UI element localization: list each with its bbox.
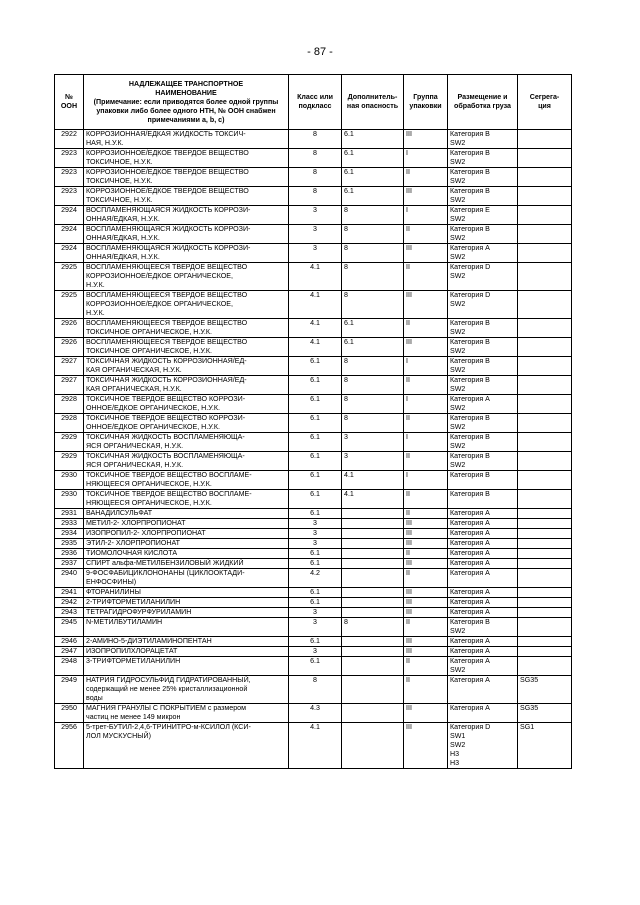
cell-un-number: 2942 (55, 598, 84, 608)
cell-packing-group: III (404, 539, 448, 549)
table-row (55, 433, 572, 452)
cell-un-number: 2925 (55, 291, 84, 319)
cell-class: 3 (289, 608, 342, 618)
cell-subsidiary-risk: 3 (342, 433, 404, 452)
cell-class: 6.1 (289, 509, 342, 519)
cell-un-number: 2924 (55, 225, 84, 244)
cell-segregation (518, 225, 572, 244)
cell-shipping-name: НАТРИЯ ГИДРОСУЛЬФИД ГИДРАТИРОВАННЫЙ, содержащий не менее 25% кристаллизационной воды (84, 676, 289, 704)
table-row (55, 225, 572, 244)
cell-un-number: 2936 (55, 549, 84, 559)
cell-un-number: 2933 (55, 519, 84, 529)
cell-class: 6.1 (289, 414, 342, 433)
cell-subsidiary-risk (342, 704, 404, 723)
cell-packing-group: I (404, 206, 448, 225)
cell-packing-group: III (404, 704, 448, 723)
cell-segregation (518, 291, 572, 319)
cell-packing-group: II (404, 168, 448, 187)
cell-stowage: Категория B SW2 (448, 338, 518, 357)
table-row (55, 395, 572, 414)
table-row (55, 637, 572, 647)
cell-segregation: SG35 (518, 676, 572, 704)
table-row (55, 608, 572, 618)
cell-stowage: Категория B SW2 (448, 149, 518, 168)
cell-subsidiary-risk: 4.1 (342, 471, 404, 490)
cell-subsidiary-risk: 8 (342, 244, 404, 263)
cell-un-number: 2940 (55, 569, 84, 588)
cell-subsidiary-risk: 8 (342, 376, 404, 395)
cell-subsidiary-risk (342, 676, 404, 704)
cell-segregation (518, 414, 572, 433)
cell-shipping-name: СПИРТ альфа-МЕТИЛБЕНЗИЛОВЫЙ ЖИДКИЙ (84, 559, 289, 569)
cell-class: 3 (289, 618, 342, 637)
cell-class: 6.1 (289, 637, 342, 647)
cell-shipping-name: ТЕТРАГИДРОФУРФУРИЛАМИН (84, 608, 289, 618)
cell-segregation (518, 471, 572, 490)
cell-segregation (518, 598, 572, 608)
cell-class: 4.1 (289, 319, 342, 338)
cell-subsidiary-risk (342, 608, 404, 618)
table-row (55, 319, 572, 338)
cell-packing-group: III (404, 244, 448, 263)
cell-stowage: Категория B SW2 (448, 319, 518, 338)
cell-packing-group: II (404, 569, 448, 588)
table-row (55, 723, 572, 769)
cell-class: 4.2 (289, 569, 342, 588)
cell-packing-group: I (404, 471, 448, 490)
cell-stowage: Категория B SW2 (448, 357, 518, 376)
cell-segregation: SG35 (518, 704, 572, 723)
cell-packing-group: I (404, 433, 448, 452)
cell-shipping-name: ВОСПЛАМЕНЯЮЩАЯСЯ ЖИДКОСТЬ КОРРОЗИ- ОННАЯ/ЕДКАЯ, Н.У.К. (84, 206, 289, 225)
cell-un-number: 2926 (55, 338, 84, 357)
cell-shipping-name: ТОКСИЧНАЯ ЖИДКОСТЬ КОРРОЗИОННАЯ/ЕД- КАЯ ОРГАНИЧЕСКАЯ, Н.У.К. (84, 376, 289, 395)
cell-subsidiary-risk (342, 569, 404, 588)
cell-packing-group: II (404, 509, 448, 519)
cell-subsidiary-risk: 8 (342, 291, 404, 319)
cell-packing-group: III (404, 529, 448, 539)
table-row (55, 187, 572, 206)
cell-packing-group: III (404, 588, 448, 598)
cell-segregation (518, 539, 572, 549)
cell-subsidiary-risk: 4.1 (342, 490, 404, 509)
cell-subsidiary-risk (342, 519, 404, 529)
header-shipping-name: НАДЛЕЖАЩЕЕ ТРАНСПОРТНОЕ НАИМЕНОВАНИЕ (Примечание: если приводятся более одной группы упаковки либо более одного НТН, № ООН снабжен примечаниями a, b, c) (84, 75, 289, 130)
cell-segregation (518, 549, 572, 559)
table-row (55, 244, 572, 263)
cell-class: 6.1 (289, 452, 342, 471)
header-subsidiary-risk: Дополнитель- ная опасность (342, 75, 404, 130)
cell-shipping-name: 5-трет-БУТИЛ-2,4,6-ТРИНИТРО-м-КСИЛОЛ (КСИ- ЛОЛ МУСКУСНЫЙ) (84, 723, 289, 769)
cell-segregation (518, 433, 572, 452)
cell-stowage: Категория A SW2 (448, 657, 518, 676)
cell-un-number: 2949 (55, 676, 84, 704)
cell-stowage: Категория B (448, 471, 518, 490)
header-packing-group: Группа упаковки (404, 75, 448, 130)
cell-packing-group: III (404, 187, 448, 206)
cell-un-number: 2948 (55, 657, 84, 676)
cell-class: 4.1 (289, 723, 342, 769)
cell-stowage: Категория D SW1 SW2 H3 H3 (448, 723, 518, 769)
cell-subsidiary-risk: 6.1 (342, 168, 404, 187)
page-number: - 87 - (307, 46, 333, 58)
cell-segregation (518, 357, 572, 376)
header-class: Класс или подкласс (289, 75, 342, 130)
cell-packing-group: II (404, 676, 448, 704)
cell-class: 4.3 (289, 704, 342, 723)
cell-un-number: 2943 (55, 608, 84, 618)
cell-subsidiary-risk: 6.1 (342, 338, 404, 357)
table-row (55, 569, 572, 588)
cell-subsidiary-risk (342, 657, 404, 676)
table-row (55, 263, 572, 291)
cell-un-number: 2927 (55, 376, 84, 395)
cell-subsidiary-risk (342, 723, 404, 769)
header-stowage: Размещение и обработка груза (448, 75, 518, 130)
cell-segregation (518, 338, 572, 357)
cell-segregation (518, 588, 572, 598)
cell-shipping-name: ЭТИЛ-2- ХЛОРПРОПИОНАТ (84, 539, 289, 549)
cell-shipping-name: ИЗОПРОПИЛ-2- ХЛОРПРОПИОНАТ (84, 529, 289, 539)
cell-stowage: Категория B SW2 (448, 130, 518, 149)
cell-class: 3 (289, 539, 342, 549)
cell-stowage: Категория B SW2 (448, 452, 518, 471)
cell-packing-group: II (404, 414, 448, 433)
cell-stowage: Категория A SW2 (448, 244, 518, 263)
cell-subsidiary-risk (342, 559, 404, 569)
cell-un-number: 2923 (55, 168, 84, 187)
table-row (55, 452, 572, 471)
cell-packing-group: I (404, 357, 448, 376)
cell-class: 8 (289, 168, 342, 187)
cell-class: 6.1 (289, 598, 342, 608)
cell-packing-group: II (404, 263, 448, 291)
table-body (55, 130, 572, 769)
cell-stowage: Категория A (448, 529, 518, 539)
cell-shipping-name: ТИОМОЛОЧНАЯ КИСЛОТА (84, 549, 289, 559)
table-row (55, 704, 572, 723)
cell-segregation (518, 647, 572, 657)
cell-class: 4.1 (289, 291, 342, 319)
cell-shipping-name: ТОКСИЧНАЯ ЖИДКОСТЬ КОРРОЗИОННАЯ/ЕД- КАЯ ОРГАНИЧЕСКАЯ, Н.У.К. (84, 357, 289, 376)
cell-stowage: Категория B SW2 (448, 376, 518, 395)
cell-subsidiary-risk: 8 (342, 357, 404, 376)
cell-subsidiary-risk (342, 509, 404, 519)
table-row (55, 357, 572, 376)
cell-stowage: Категория B SW2 (448, 618, 518, 637)
cell-segregation (518, 657, 572, 676)
cell-class: 4.1 (289, 338, 342, 357)
cell-stowage: Категория A (448, 637, 518, 647)
cell-class: 6.1 (289, 395, 342, 414)
cell-segregation (518, 168, 572, 187)
cell-subsidiary-risk (342, 539, 404, 549)
cell-packing-group: I (404, 395, 448, 414)
cell-un-number: 2925 (55, 263, 84, 291)
cell-shipping-name: ВОСПЛАМЕНЯЮЩЕЕСЯ ТВЕРДОЕ ВЕЩЕСТВО ТОКСИЧНОЕ ОРГАНИЧЕСКОЕ, Н.У.К. (84, 319, 289, 338)
cell-subsidiary-risk: 8 (342, 618, 404, 637)
cell-un-number: 2930 (55, 471, 84, 490)
table-row (55, 519, 572, 529)
table-row (55, 130, 572, 149)
cell-un-number: 2935 (55, 539, 84, 549)
table-row (55, 471, 572, 490)
cell-stowage: Категория B SW2 (448, 187, 518, 206)
cell-stowage: Категория A SW2 (448, 395, 518, 414)
cell-packing-group: III (404, 723, 448, 769)
cell-stowage: Категория A (448, 676, 518, 704)
cell-stowage: Категория A (448, 509, 518, 519)
cell-class: 6.1 (289, 433, 342, 452)
cell-subsidiary-risk: 6.1 (342, 149, 404, 168)
cell-segregation (518, 608, 572, 618)
cell-packing-group: III (404, 519, 448, 529)
cell-segregation (518, 395, 572, 414)
cell-packing-group: III (404, 598, 448, 608)
cell-packing-group: II (404, 225, 448, 244)
table-row (55, 539, 572, 549)
cell-shipping-name: ВАНАДИЛСУЛЬФАТ (84, 509, 289, 519)
cell-stowage: Категория B SW2 (448, 414, 518, 433)
cell-shipping-name: ФТОРАНИЛИНЫ (84, 588, 289, 598)
cell-segregation (518, 130, 572, 149)
cell-un-number: 2929 (55, 433, 84, 452)
cell-un-number: 2922 (55, 130, 84, 149)
cell-segregation (518, 452, 572, 471)
cell-shipping-name: ТОКСИЧНАЯ ЖИДКОСТЬ ВОСПЛАМЕНЯЮЩА- ЯСЯ ОРГАНИЧЕСКАЯ, Н.У.К. (84, 452, 289, 471)
cell-shipping-name: МАГНИЯ ГРАНУЛЫ С ПОКРЫТИЕМ с размером частиц не менее 149 микрон (84, 704, 289, 723)
cell-stowage: Категория A (448, 704, 518, 723)
cell-packing-group: II (404, 452, 448, 471)
table-row (55, 529, 572, 539)
cell-subsidiary-risk (342, 588, 404, 598)
cell-un-number: 2956 (55, 723, 84, 769)
table-row (55, 206, 572, 225)
cell-un-number: 2937 (55, 559, 84, 569)
cell-packing-group: III (404, 637, 448, 647)
cell-segregation (518, 206, 572, 225)
cell-segregation (518, 244, 572, 263)
cell-segregation (518, 519, 572, 529)
cell-shipping-name: КОРРОЗИОННОЕ/ЕДКОЕ ТВЕРДОЕ ВЕЩЕСТВО ТОКСИЧНОЕ, Н.У.К. (84, 187, 289, 206)
cell-subsidiary-risk (342, 637, 404, 647)
cell-packing-group: I (404, 149, 448, 168)
cell-shipping-name: 9-ФОСФАБИЦИКЛОНОНАНЫ (ЦИКЛООКТАДИ- ЕНФОСФИНЫ) (84, 569, 289, 588)
table-row (55, 588, 572, 598)
cell-subsidiary-risk (342, 529, 404, 539)
cell-stowage: Категория D SW2 (448, 263, 518, 291)
cell-subsidiary-risk: 6.1 (342, 187, 404, 206)
cell-segregation (518, 559, 572, 569)
table-row (55, 291, 572, 319)
cell-un-number: 2923 (55, 187, 84, 206)
cell-un-number: 2930 (55, 490, 84, 509)
cell-packing-group: II (404, 618, 448, 637)
cell-stowage: Категория A (448, 519, 518, 529)
cell-packing-group: II (404, 490, 448, 509)
cell-stowage: Категория B (448, 490, 518, 509)
cell-segregation (518, 149, 572, 168)
table-row (55, 414, 572, 433)
cell-subsidiary-risk (342, 549, 404, 559)
cell-packing-group: III (404, 130, 448, 149)
cell-subsidiary-risk: 8 (342, 414, 404, 433)
cell-subsidiary-risk: 8 (342, 395, 404, 414)
cell-subsidiary-risk: 6.1 (342, 130, 404, 149)
cell-un-number: 2950 (55, 704, 84, 723)
cell-un-number: 2928 (55, 414, 84, 433)
table-row (55, 647, 572, 657)
cell-segregation (518, 187, 572, 206)
cell-class: 6.1 (289, 490, 342, 509)
cell-segregation (518, 637, 572, 647)
cell-un-number: 2926 (55, 319, 84, 338)
cell-segregation (518, 618, 572, 637)
cell-class: 4.1 (289, 263, 342, 291)
cell-un-number: 2934 (55, 529, 84, 539)
cell-un-number: 2923 (55, 149, 84, 168)
cell-segregation (518, 376, 572, 395)
cell-un-number: 2941 (55, 588, 84, 598)
cell-stowage: Категория A (448, 539, 518, 549)
cell-segregation (518, 319, 572, 338)
table-row (55, 559, 572, 569)
cell-shipping-name: КОРРОЗИОННОЕ/ЕДКОЕ ТВЕРДОЕ ВЕЩЕСТВО ТОКСИЧНОЕ, Н.У.К. (84, 168, 289, 187)
table-row (55, 657, 572, 676)
cell-class: 3 (289, 519, 342, 529)
cell-shipping-name: ИЗОПРОПИЛХЛОРАЦЕТАТ (84, 647, 289, 657)
cell-stowage: Категория A (448, 608, 518, 618)
cell-subsidiary-risk: 8 (342, 225, 404, 244)
cell-subsidiary-risk: 8 (342, 206, 404, 225)
cell-shipping-name: N-МЕТИЛБУТИЛАМИН (84, 618, 289, 637)
cell-stowage: Категория A (448, 647, 518, 657)
cell-class: 6.1 (289, 357, 342, 376)
cell-class: 3 (289, 244, 342, 263)
cell-stowage: Категория B SW2 (448, 168, 518, 187)
cell-segregation: SG1 (518, 723, 572, 769)
cell-shipping-name: 3-ТРИФТОРМЕТИЛАНИЛИН (84, 657, 289, 676)
cell-class: 3 (289, 206, 342, 225)
cell-packing-group: III (404, 291, 448, 319)
table-row (55, 509, 572, 519)
cell-class: 3 (289, 647, 342, 657)
cell-class: 6.1 (289, 657, 342, 676)
cell-class: 3 (289, 529, 342, 539)
cell-segregation (518, 263, 572, 291)
table-row (55, 149, 572, 168)
cell-stowage: Категория A (448, 598, 518, 608)
cell-shipping-name: ТОКСИЧНОЕ ТВЕРДОЕ ВЕЩЕСТВО КОРРОЗИ- ОННОЕ/ЕДКОЕ ОРГАНИЧЕСКОЕ, Н.У.К. (84, 395, 289, 414)
cell-segregation (518, 509, 572, 519)
cell-stowage: Категория A (448, 559, 518, 569)
cell-subsidiary-risk: 6.1 (342, 319, 404, 338)
cell-un-number: 2931 (55, 509, 84, 519)
cell-class: 6.1 (289, 549, 342, 559)
cell-stowage: Категория B SW2 (448, 433, 518, 452)
cell-packing-group: II (404, 319, 448, 338)
cell-un-number: 2947 (55, 647, 84, 657)
cell-shipping-name: ТОКСИЧНАЯ ЖИДКОСТЬ ВОСПЛАМЕНЯЮЩА- ЯСЯ ОРГАНИЧЕСКАЯ, Н.У.К. (84, 433, 289, 452)
cell-shipping-name: МЕТИЛ-2- ХЛОРПРОПИОНАТ (84, 519, 289, 529)
cell-stowage: Категория A (448, 549, 518, 559)
cell-segregation (518, 529, 572, 539)
table-header-row (55, 75, 572, 130)
cell-packing-group: III (404, 647, 448, 657)
cell-packing-group: II (404, 376, 448, 395)
cell-shipping-name: ТОКСИЧНОЕ ТВЕРДОЕ ВЕЩЕСТВО ВОСПЛАМЕ- НЯЮЩЕЕСЯ ОРГАНИЧЕСКОЕ, Н.У.К. (84, 471, 289, 490)
cell-subsidiary-risk: 3 (342, 452, 404, 471)
header-un-number: № ООН (55, 75, 84, 130)
cell-shipping-name: 2-ТРИФТОРМЕТИЛАНИЛИН (84, 598, 289, 608)
cell-stowage: Категория E SW2 (448, 206, 518, 225)
cell-shipping-name: ВОСПЛАМЕНЯЮЩАЯСЯ ЖИДКОСТЬ КОРРОЗИ- ОННАЯ/ЕДКАЯ, Н.У.К. (84, 244, 289, 263)
table-row (55, 676, 572, 704)
cell-class: 3 (289, 225, 342, 244)
cell-shipping-name: ВОСПЛАМЕНЯЮЩЕЕСЯ ТВЕРДОЕ ВЕЩЕСТВО ТОКСИЧНОЕ ОРГАНИЧЕСКОЕ, Н.У.К. (84, 338, 289, 357)
cell-segregation (518, 490, 572, 509)
cell-un-number: 2945 (55, 618, 84, 637)
cell-stowage: Категория B SW2 (448, 225, 518, 244)
cell-subsidiary-risk: 8 (342, 263, 404, 291)
cell-packing-group: III (404, 608, 448, 618)
cell-class: 8 (289, 130, 342, 149)
cell-un-number: 2924 (55, 244, 84, 263)
cell-un-number: 2928 (55, 395, 84, 414)
cell-un-number: 2927 (55, 357, 84, 376)
cell-shipping-name: ВОСПЛАМЕНЯЮЩЕЕСЯ ТВЕРДОЕ ВЕЩЕСТВО КОРРОЗИОННОЕ/ЕДКОЕ ОРГАНИЧЕСКОЕ, Н.У.К. (84, 263, 289, 291)
cell-packing-group: III (404, 338, 448, 357)
cell-un-number: 2924 (55, 206, 84, 225)
table-row (55, 376, 572, 395)
cell-class: 6.1 (289, 376, 342, 395)
cell-un-number: 2946 (55, 637, 84, 647)
cell-packing-group: II (404, 657, 448, 676)
cell-un-number: 2929 (55, 452, 84, 471)
cell-subsidiary-risk (342, 598, 404, 608)
table-row (55, 598, 572, 608)
cell-packing-group: III (404, 559, 448, 569)
dangerous-goods-table (54, 74, 572, 769)
cell-shipping-name: ТОКСИЧНОЕ ТВЕРДОЕ ВЕЩЕСТВО ВОСПЛАМЕ- НЯЮЩЕЕСЯ ОРГАНИЧЕСКОЕ, Н.У.К. (84, 490, 289, 509)
cell-segregation (518, 569, 572, 588)
cell-class: 8 (289, 676, 342, 704)
cell-shipping-name: ВОСПЛАМЕНЯЮЩАЯСЯ ЖИДКОСТЬ КОРРОЗИ- ОННАЯ/ЕДКАЯ, Н.У.К. (84, 225, 289, 244)
cell-shipping-name: 2-АМИНО-5-ДИЭТИЛАМИНОПЕНТАН (84, 637, 289, 647)
table-row (55, 618, 572, 637)
cell-stowage: Категория D SW2 (448, 291, 518, 319)
cell-shipping-name: ТОКСИЧНОЕ ТВЕРДОЕ ВЕЩЕСТВО КОРРОЗИ- ОННОЕ/ЕДКОЕ ОРГАНИЧЕСКОЕ, Н.У.К. (84, 414, 289, 433)
cell-shipping-name: КОРРОЗИОННАЯ/ЕДКАЯ ЖИДКОСТЬ ТОКСИЧ- НАЯ, Н.У.К. (84, 130, 289, 149)
cell-stowage: Категория A (448, 588, 518, 598)
cell-shipping-name: ВОСПЛАМЕНЯЮЩЕЕСЯ ТВЕРДОЕ ВЕЩЕСТВО КОРРОЗИОННОЕ/ЕДКОЕ ОРГАНИЧЕСКОЕ, Н.У.К. (84, 291, 289, 319)
table-row (55, 549, 572, 559)
table-row (55, 168, 572, 187)
cell-packing-group: II (404, 549, 448, 559)
cell-class: 6.1 (289, 559, 342, 569)
cell-shipping-name: КОРРОЗИОННОЕ/ЕДКОЕ ТВЕРДОЕ ВЕЩЕСТВО ТОКСИЧНОЕ, Н.У.К. (84, 149, 289, 168)
table-row (55, 338, 572, 357)
cell-class: 6.1 (289, 471, 342, 490)
cell-class: 8 (289, 187, 342, 206)
cell-stowage: Категория A (448, 569, 518, 588)
cell-class: 6.1 (289, 588, 342, 598)
header-segregation: Сегрега- ция (518, 75, 572, 130)
cell-class: 8 (289, 149, 342, 168)
table-row (55, 490, 572, 509)
cell-subsidiary-risk (342, 647, 404, 657)
